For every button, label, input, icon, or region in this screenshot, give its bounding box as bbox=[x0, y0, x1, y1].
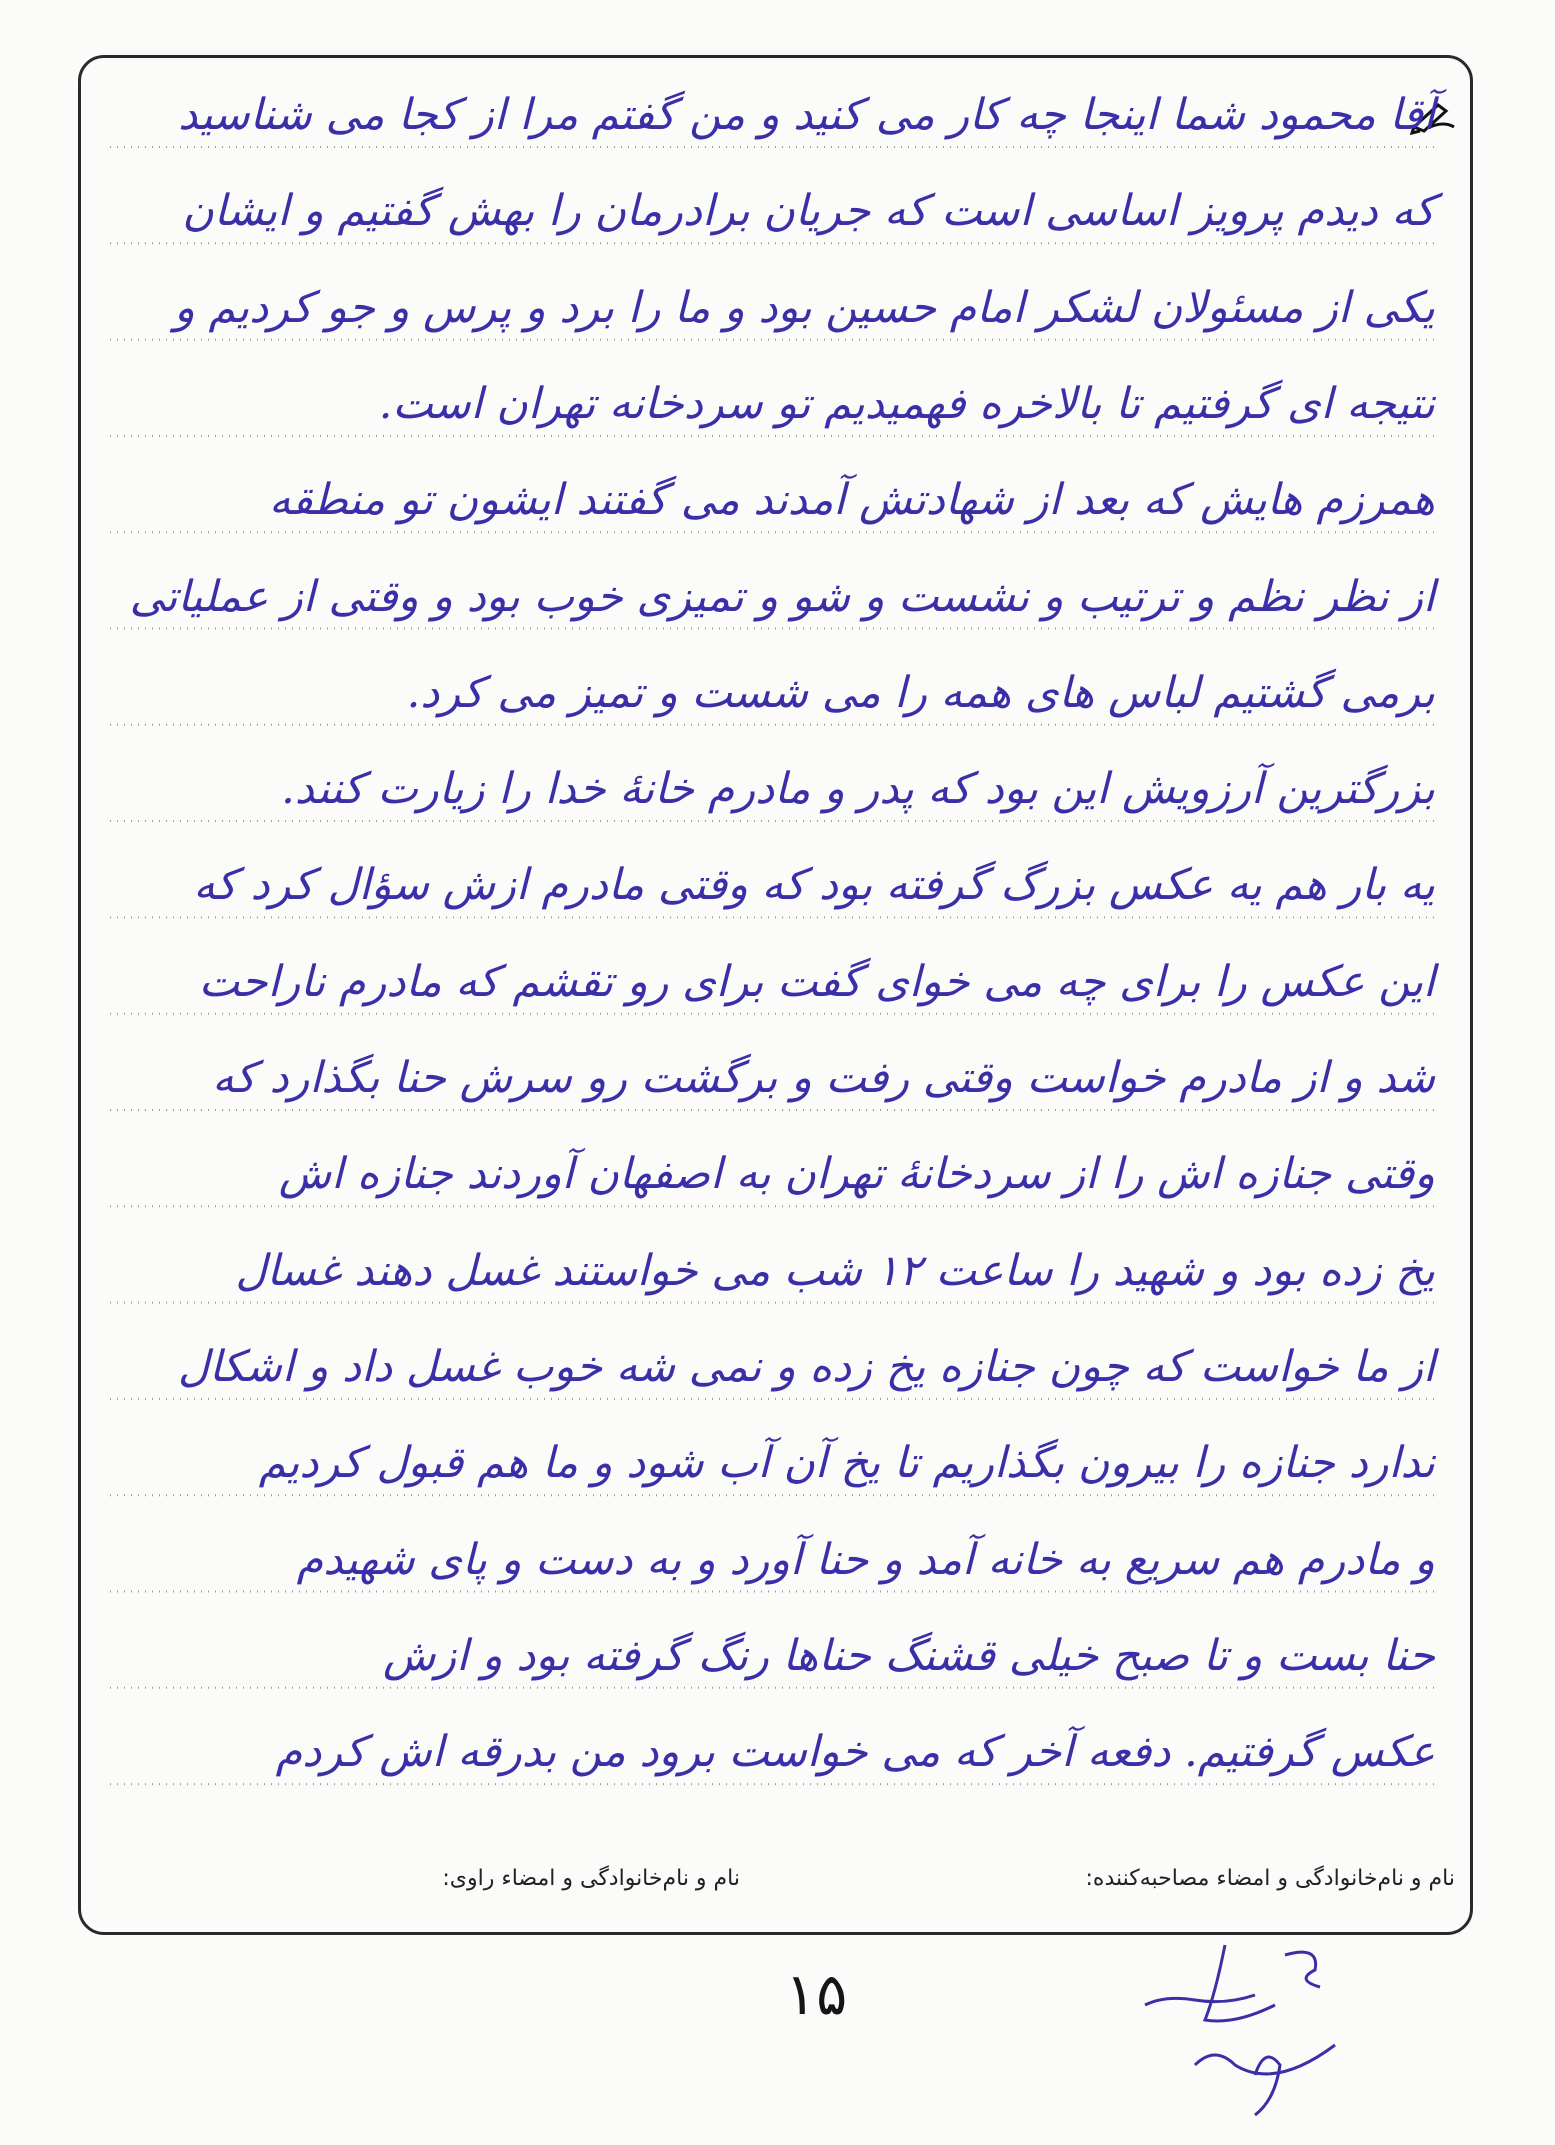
handwritten-line: یخ زده بود و شهید را ساعت ۱۲ شب می خواستند غسل دهند غسال bbox=[235, 1245, 1435, 1296]
handwritten-line: همرزم هایش که بعد از شهادتش آمدند می گفتند ایشون تو منطقه bbox=[268, 475, 1435, 526]
narrator-signature-label: نام و نام‌خانوادگی و امضاء راوی: bbox=[442, 1866, 740, 1891]
handwritten-line: از نظر نظم و ترتیب و نشست و شو و تمیزی خوب بود و وقتی از عملیاتی bbox=[129, 571, 1435, 622]
handwritten-line: آقا محمود شما اینجا چه کار می کنید و من گفتم مرا از کجا می شناسید bbox=[178, 90, 1435, 140]
handwritten-line: یه بار هم یه عکس بزرگ گرفته بود که وقتی مادرم ازش سؤال کرد که bbox=[193, 860, 1435, 911]
handwritten-line: برمی گشتیم لباس های همه را می شست و تمیز می کرد. bbox=[406, 667, 1435, 718]
interviewer-signature-label: نام و نام‌خانوادگی و امضاء مصاحبه‌کننده: bbox=[1085, 1866, 1455, 1891]
page-number: ۱۵ bbox=[785, 1960, 848, 2028]
handwritten-line: وقتی جنازه اش را از سردخانهٔ تهران به اصفهان آوردند جنازه اش bbox=[278, 1149, 1435, 1200]
handwritten-line: حنا بست و تا صبح خیلی قشنگ حناها رنگ گرفته بود و ازش bbox=[382, 1630, 1435, 1681]
handwritten-line: از ما خواست که چون جنازه یخ زده و نمی شه خوب غسل داد و اشکال bbox=[177, 1341, 1435, 1392]
handwritten-line: که دیدم پرویز اساسی است که جریان برادرمان را بهش گفتیم و ایشان bbox=[182, 186, 1435, 237]
handwritten-line: نتیجه ای گرفتیم تا بالاخره فهمیدیم تو سردخانه تهران است. bbox=[378, 378, 1435, 429]
handwritten-line: ندارد جنازه را بیرون بگذاریم تا یخ آن آب شود و ما هم قبول کردیم bbox=[258, 1438, 1435, 1489]
handwritten-line: بزرگترین آرزویش این بود که پدر و مادرم خانهٔ خدا را زیارت کنند. bbox=[281, 764, 1435, 815]
handwritten-line: و مادرم هم سریع به خانه آمد و حنا آورد و به دست و پای شهیدم bbox=[296, 1534, 1435, 1585]
handwritten-line: عکس گرفتیم. دفعه آخر که می خواست برود من بدرقه اش کردم bbox=[275, 1727, 1435, 1778]
handwritten-line: یکی از مسئولان لشکر امام حسین بود و ما را برد و پرس و جو کردیم و bbox=[174, 282, 1435, 333]
handwritten-line: این عکس را برای چه می خوای گفت برای رو تقشم که مادرم ناراحت bbox=[198, 956, 1435, 1007]
handwritten-signature bbox=[1105, 1925, 1365, 2125]
handwritten-line: شد و از مادرم خواست وقتی رفت و برگشت رو سرش حنا بگذارد که bbox=[212, 1053, 1435, 1103]
